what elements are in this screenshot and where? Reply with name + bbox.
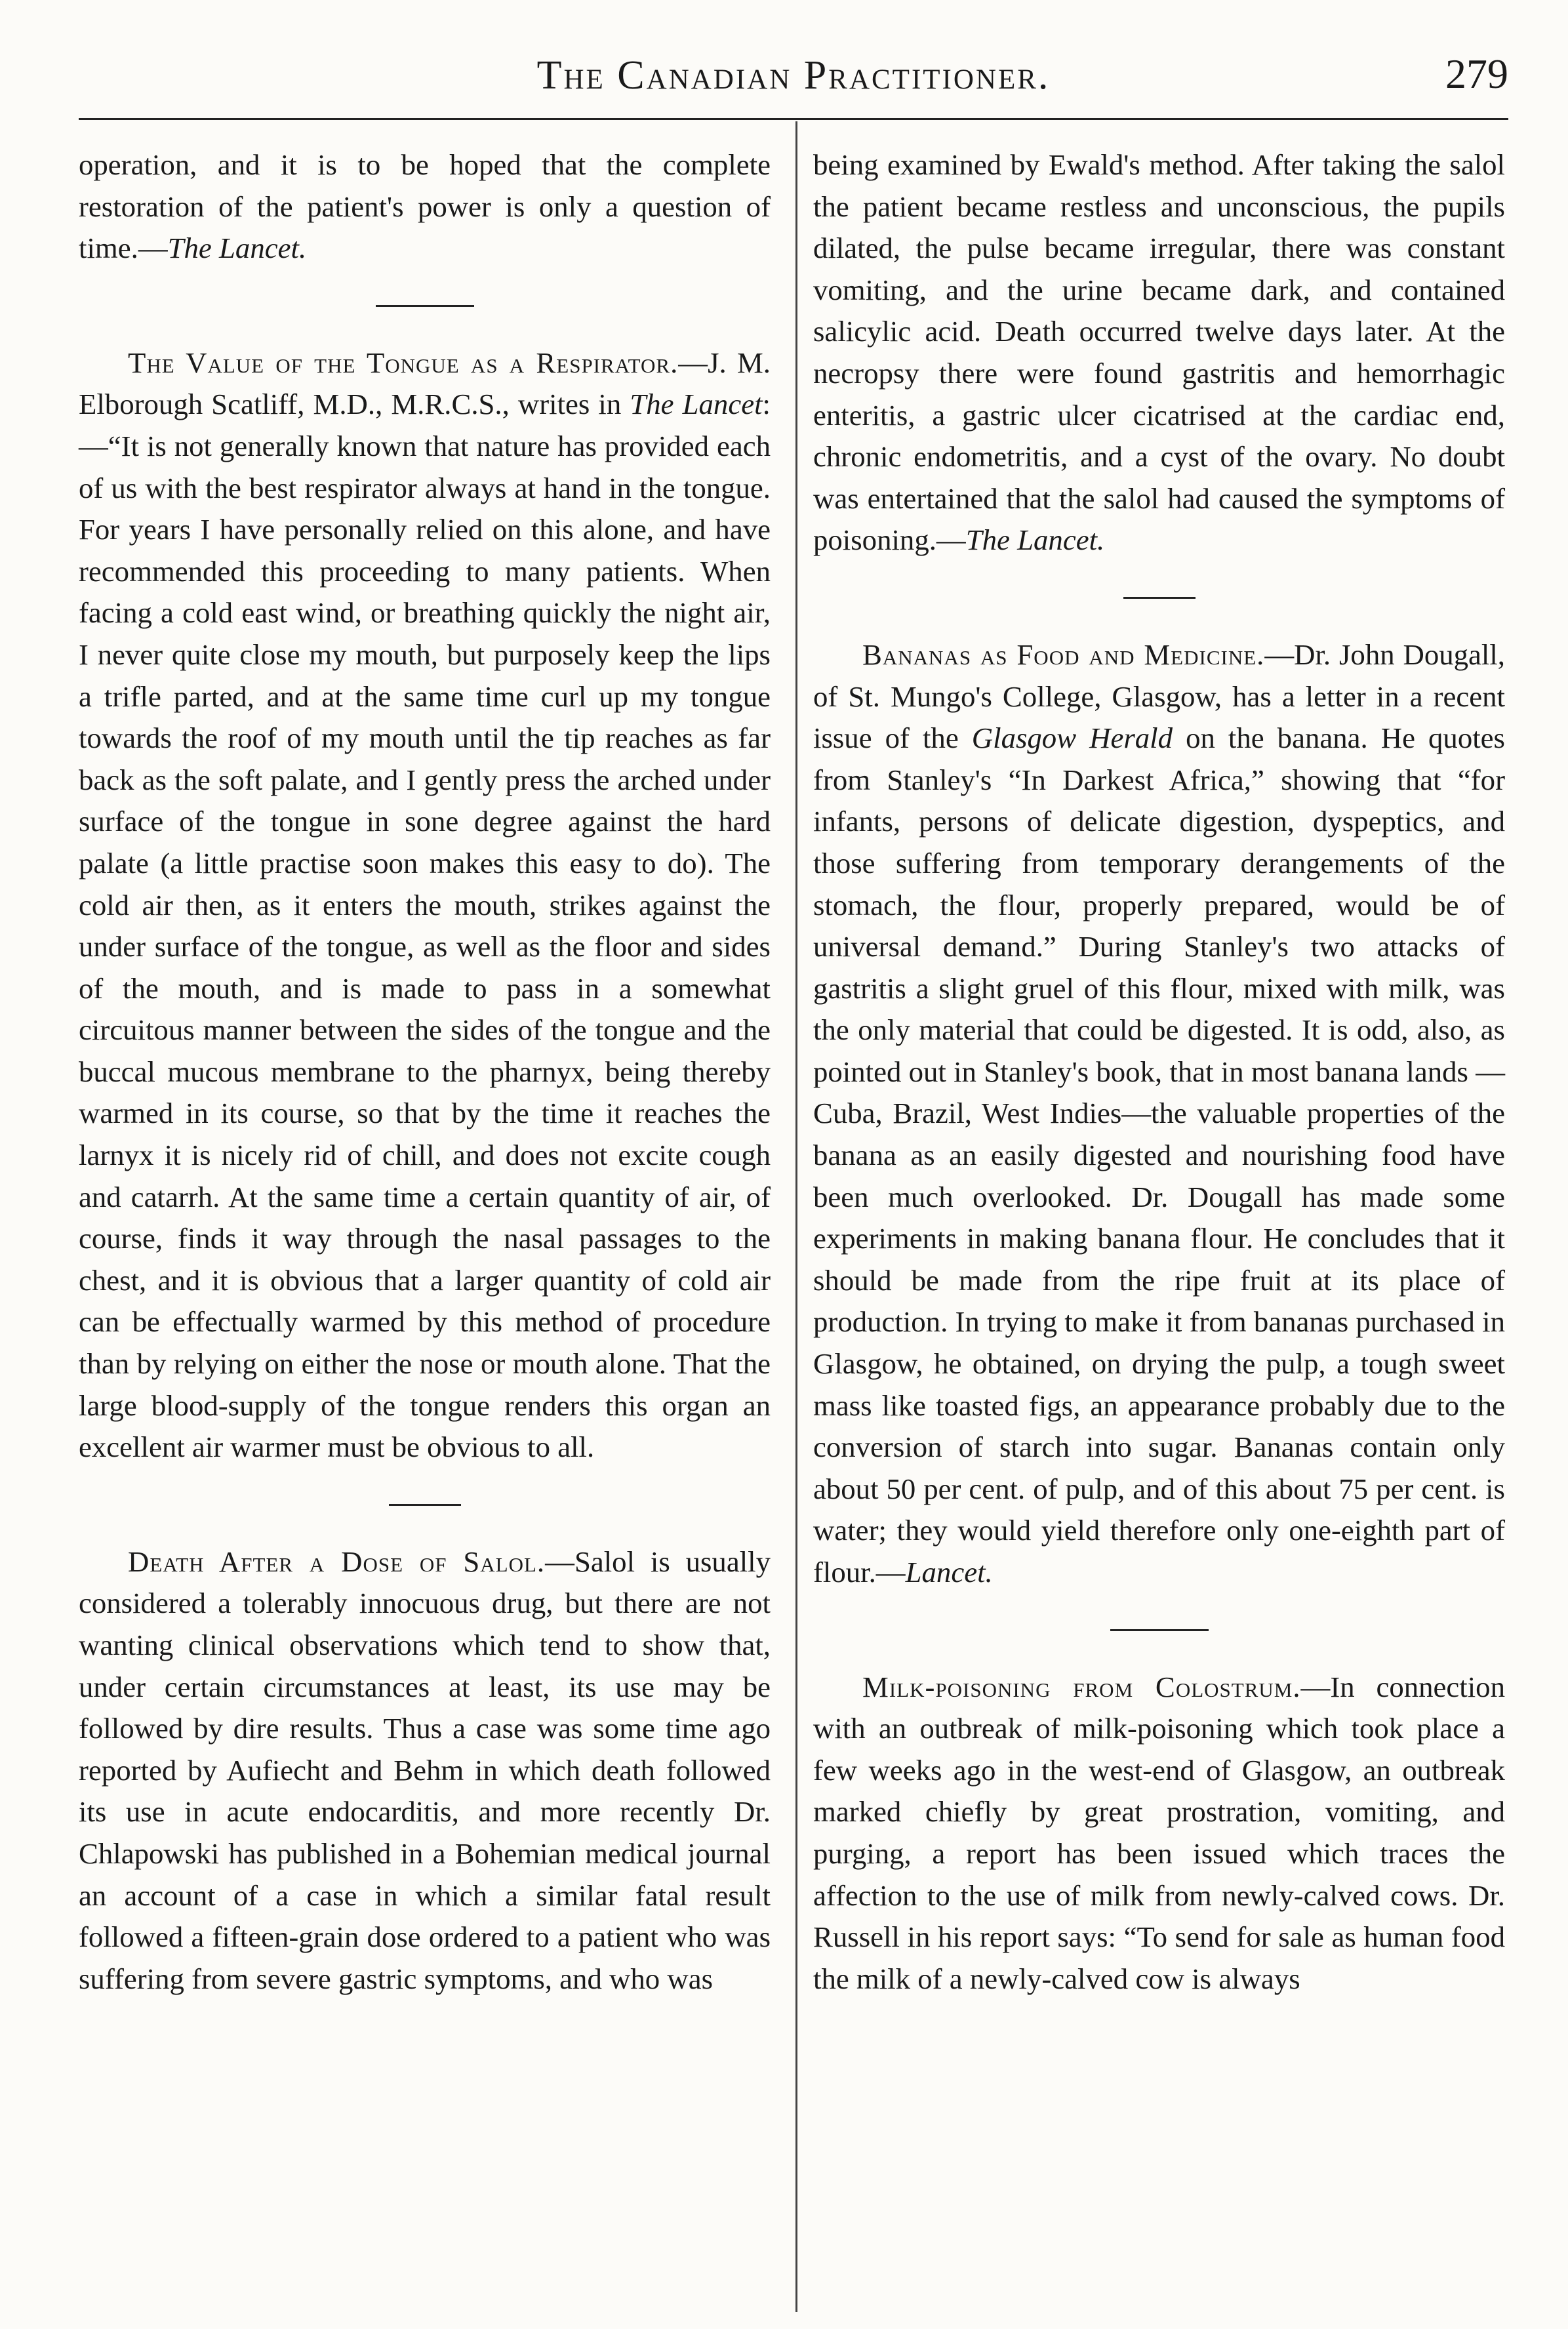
article-tongue-respirator [79,342,771,1468]
section-separator [1110,1629,1209,1631]
article-text: on the banana. He quotes from Stanley's “In Darkest Africa,” showing that “for infants, persons of delicate digestion, dyspeptics, and those suffering from temporary derangements of the stomach, the flour, properly prepared, would be of universal demand.” During Stanley's two attacks of gastritis a slight gruel of this flour, mixed with milk, was the only material that could be digested. It is odd, also, as pointed out in Stanley's book, that in most banana lands —Cuba, Brazil, West Indies—the valuable properties of the banana as an easily digested and nourishing food have been much overlooked. Dr. Dougall has made some experiments in making banana flour. He concludes that it should be made from the ripe fruit at its place of production. In trying to make it from bananas purchased in Glasgow, he obtained, on drying the pulp, a tough sweet mass like toasted figs, an appearance probably due to the conversion of starch into sugar. Bananas contain only about 50 per cent. of pulp, and of this about 75 per cent. is water; they would yield therefore only one-eighth part of flour.— [813,721,1505,1589]
article-heading: The Value of the Tongue as a Respirator. [128,346,679,379]
right-column [813,144,1505,2000]
continuation-text: being examined by Ewald's method. After taking the salol the patient became restless and unconscious, the pupils dilated, the pulse became irregular, there was constant vomiting, and the urine became dark, and contained salicylic acid. Death occurred twelve days later. At the necropsy there were found gastritis and hemorrhagic enteritis, a gastric ulcer cicatrised at the cardiac end, chronic endometritis, and a cyst of the ovary. No doubt was entertained that the salol had caused the symptoms of poisoning.— [813,148,1505,557]
article-text: —J. M. Elborough Scatliff, M.D., M.R.C.S., writes in [79,346,771,421]
journal-name: Glasgow Herald [971,721,1173,755]
section-separator [1123,597,1196,599]
article-heading: Death After a Dose of Salol. [128,1545,546,1578]
source-citation: The Lancet. [965,523,1105,557]
article-bananas [813,634,1505,1594]
running-title: The Canadian Practitioner. [536,53,1051,98]
running-header [79,46,1508,120]
article-milk-poisoning [813,1667,1505,2000]
section-separator [376,305,474,307]
page-number: 279 [1445,51,1508,97]
continuation-paragraph [79,144,771,270]
article-salol [79,1541,771,2000]
continuation-text: operation, and it is to be hoped that the complete restoration of the patient's power is only a question of time.— [79,148,771,265]
source-citation: Lancet. [905,1556,993,1589]
continuation-paragraph [813,144,1505,561]
source-citation: The Lancet. [167,232,307,265]
article-text: —Dr. John Dougall, of St. Mungo's College, Glasgow, has a letter in a recent issue of the [813,638,1505,755]
article-heading: Milk-poisoning from Colostrum. [862,1670,1301,1703]
article-text: —Salol is usually considered a tolerably innocuous drug, but there are not wanting clinical observations which tend to show that, under certain circumstances at least, its use may be followed by dire results. Thus a case was some time ago reported by Aufiecht and Behm in which death followed its use in acute endocarditis, and more recently Dr. Chlapowski has published in a Bohemian medical journal an account of a case in which a similar fatal result followed a fifteen-grain dose ordered to a patient who was suffering from severe gastric symptoms, and who was [79,1545,771,1995]
left-column [79,144,771,2000]
journal-name: The Lancet [630,388,763,421]
article-text: :—“It is not generally known that nature has provided each of us with the best respirator always at hand in the tongue. For years I have personally relied on this alone, and have recommended this proceeding to many patients. When facing a cold east wind, or breathing quickly the night air, I never quite close my mouth, but purposely keep the lips a trifle parted, and at the same time curl up my tongue towards the roof of my mouth until the tip reaches as far back as the soft palate, and I gently press the arched under surface of the tongue in sone degree against the hard palate (a little practise soon makes this easy to do). The cold air then, as it enters the mouth, strikes against the under surface of the tongue, as well as the floor and sides of the mouth, and is made to pass in a somewhat circuitous manner between the sides of the tongue and the buccal mucous membrane to the pharnyx, being thereby warmed in its course, so that by the time it reaches the larnyx it is nicely rid of chill, and does not excite cough and catarrh. At the same time a certain quantity of air, of course, finds it way through the nasal passages to the chest, and it is obvious that a larger quantity of cold air can be effectually warmed by this method of procedure than by relying on either the nose or mouth alone. That the large blood-supply of the tongue renders this organ an excellent air warmer must be obvious to all. [79,388,771,1464]
article-heading: Bananas as Food and Medicine. [862,638,1265,671]
column-divider [795,121,797,2312]
article-text: —In connection with an outbreak of milk-poisoning which took place a few weeks ago in the west-end of Glasgow, an outbreak marked chiefly by great prostration, vomiting, and purging, a report has been issued which traces the affection to the use of milk from newly-calved cows. Dr. Russell in his report says: “To send for sale as human food the milk of a newly-calved cow is always [813,1670,1505,1995]
section-separator [389,1504,461,1506]
